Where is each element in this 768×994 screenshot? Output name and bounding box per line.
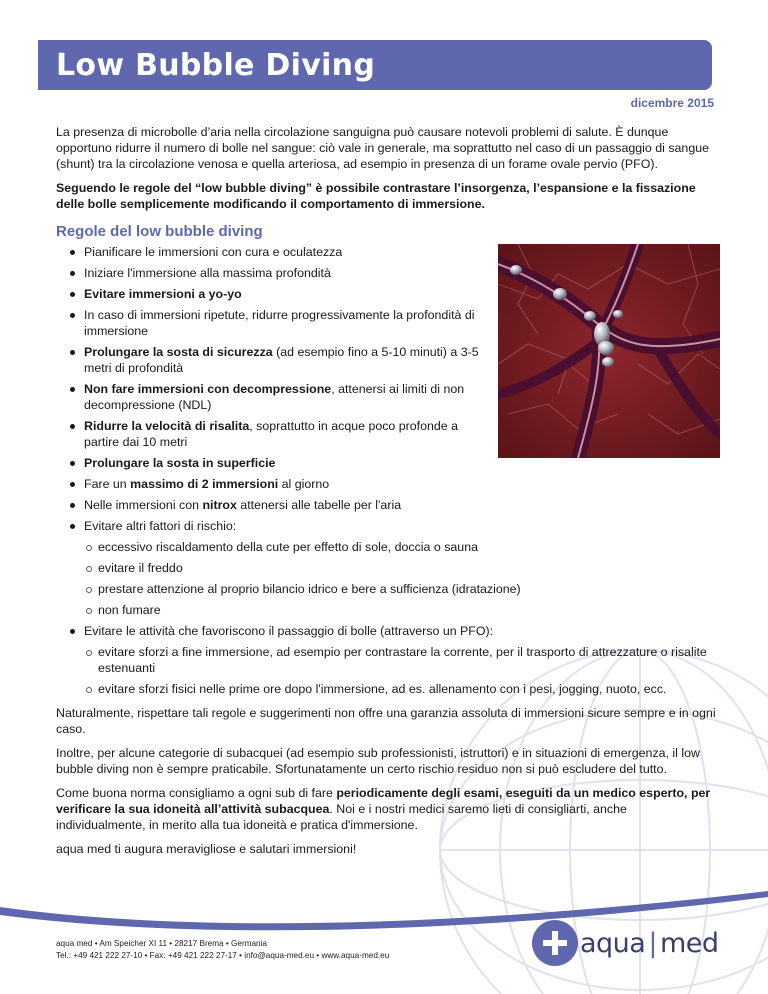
main-content: [56, 124, 718, 865]
intro-emphasis: Seguendo le regole del “low bubble diving” è possibile contrastare l’insorgenza, l’espansione e la fissazione delle bolle semplicemente modificando il comportamento di immersione.: [56, 181, 696, 211]
list-item: Ridurre la velocità di risalita, soprattutto in acque poco profonde a partire dai 10 metri: [70, 418, 492, 450]
closing-paragraph: Inoltre, per alcune categorie di subacquei (ad esempio sub professionisti, istruttori) e in situazioni di emergenza, il low bubble diving non è sempre praticabile. Sfortunatamente un certo rischio residuo non si può escludere del tutto.: [56, 746, 700, 776]
footer-address: [56, 938, 389, 962]
rules-list: [56, 244, 492, 471]
closing-wish: aqua med ti augura meravigliose e salutari immersioni!: [56, 842, 357, 856]
sub-list-item: evitare sforzi fisici nelle prime ore dopo l'immersione, ad es. allenamento con i pesi, jogging, nuoto, ecc.: [84, 681, 718, 697]
sub-list-item: non fumare: [84, 602, 718, 618]
closing-paragraph: Naturalmente, rispettare tali regole e suggerimenti non offre una garanzia assoluta di immersioni sicure sempre e in ogni caso.: [56, 706, 716, 736]
section-title: Regole del low bubble diving: [56, 223, 263, 240]
list-item: Fare un massimo di 2 immersioni al giorno: [70, 476, 718, 492]
footer-address-line: aqua med • Am Speicher XI 11 • 28217 Brema • Germania: [56, 939, 267, 948]
list-item: Prolungare la sosta in superficie: [70, 455, 492, 471]
sub-list-item: evitare il freddo: [84, 560, 718, 576]
issue-date: dicembre 2015: [630, 96, 714, 110]
list-item: Pianificare le immersioni con cura e oculatezza: [70, 244, 492, 260]
sub-list-item: prestare attenzione al proprio bilancio idrico e bere a sufficienza (idratazione): [84, 581, 718, 597]
cross-icon: [532, 920, 578, 966]
list-item: Evitare le attività che favoriscono il passaggio di bolle (attraverso un PFO): evitare sforzi a fine immersione, ad esempio per contrastare la corrente, per il trasporto di attrezzature o risalite estenuanti evitare sforzi fisici nelle prime ore dopo l'immersione, ad es. allenamento con i pesi, jogging, nuoto, ecc.: [70, 623, 718, 697]
intro-paragraph: La presenza di microbolle d’aria nella circolazione sanguigna può causare notevoli problemi di salute. È dunque opportuno ridurre il numero di bolle nel sangue: ciò vale in generale, ma soprattutto nel caso di un passaggio di sangue (shunt) tra la circolazione venosa e quella arteriosa, ad esempio in presenza di un forame ovale pervio (PFO).: [56, 125, 709, 171]
bubbles-in-vessels-image: [498, 244, 720, 458]
sub-list-item: eccessivo riscaldamento della cute per effetto di sole, doccia o sauna: [84, 539, 718, 555]
footer-contact-line: Tel.: +49 421 222 27-10 • Fax: +49 421 222 27-17 • info@aqua-med.eu • www.aqua-med.eu: [56, 951, 390, 960]
aqua-med-logo: [532, 920, 719, 966]
rules-list-continued: [56, 476, 718, 697]
pfo-activities-sublist: [84, 644, 718, 697]
list-item: Prolungare la sosta di sicurezza (ad esempio fino a 5-10 minuti) a 3-5 metri di profondità: [70, 344, 492, 376]
logo-wordmark: aqua | med: [580, 927, 719, 959]
rules-section: [56, 244, 718, 697]
risk-factors-sublist: [84, 539, 718, 618]
list-item: Non fare immersioni con decompressione, attenersi ai limiti di non decompressione (NDL): [70, 381, 492, 413]
list-item: Evitare immersioni a yo-yo: [70, 286, 492, 302]
closing-paragraph: Come buona norma consigliamo a ogni sub di fare periodicamente degli esami, eseguiti da un medico esperto, per verificare la sua idoneità all’attività subacquea. Noi e i nostri medici saremo lieti di consigliarti, anche individualmente, in merito alla tua idoneità e pratica d'immersione.: [56, 786, 711, 832]
list-item: Iniziare l'immersione alla massima profondità: [70, 265, 492, 281]
page-title: Low Bubble Diving: [56, 48, 376, 83]
list-item: In caso di immersioni ripetute, ridurre progressivamente la profondità di immersione: [70, 307, 492, 339]
sub-list-item: evitare sforzi a fine immersione, ad esempio per contrastare la corrente, per il trasporto di attrezzature o risalite estenuanti: [84, 644, 718, 676]
list-item: Evitare altri fattori di rischio: eccessivo riscaldamento della cute per effetto di sole, doccia o sauna evitare il freddo prestare attenzione al proprio bilancio idrico e bere a sufficienza (idratazione) non fumare: [70, 518, 718, 618]
list-item: Nelle immersioni con nitrox attenersi alle tabelle per l'aria: [70, 497, 718, 513]
